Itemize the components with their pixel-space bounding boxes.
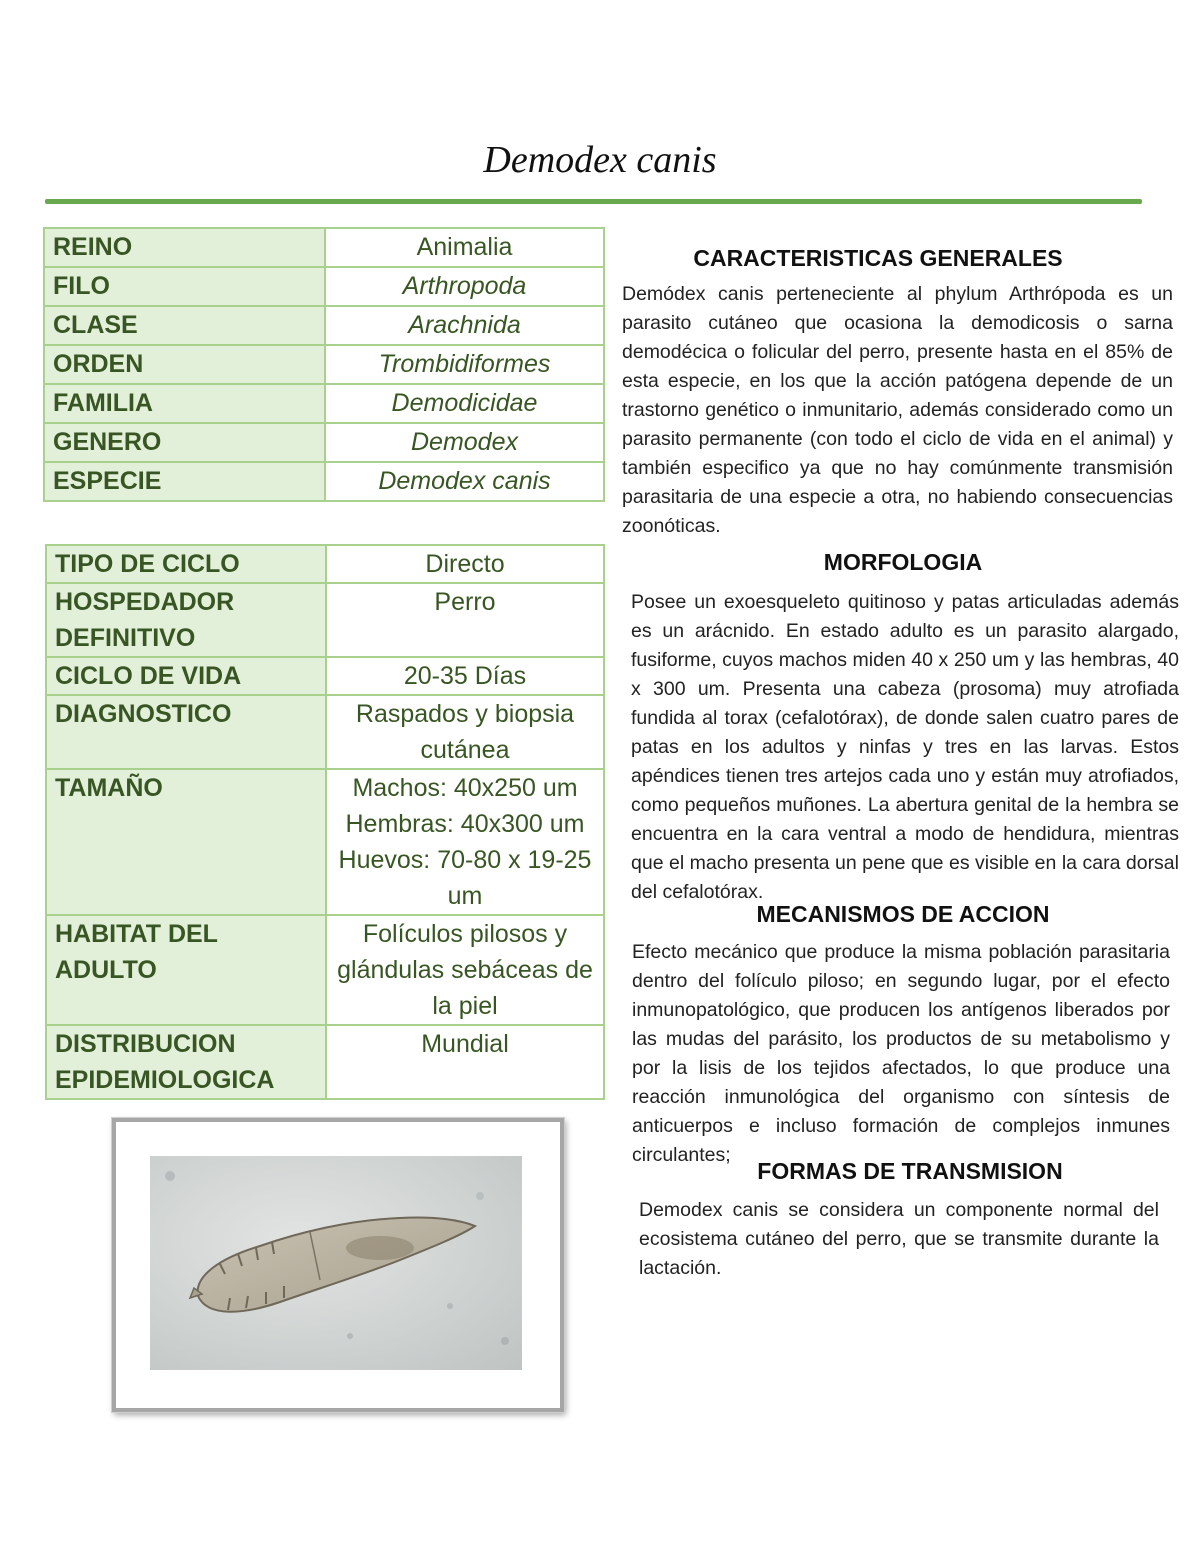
taxonomy-key: ORDEN — [44, 345, 325, 384]
mite-micrograph — [150, 1156, 522, 1370]
biology-key: TAMAÑO — [46, 769, 326, 915]
taxonomy-key: GENERO — [44, 423, 325, 462]
transmision-text: Demodex canis se considera un componente normal del ecosistema cutáneo del perro, que se transmite durante la lactación. — [639, 1199, 1159, 1279]
page-title: Demodex canis — [483, 139, 717, 181]
taxonomy-key: ESPECIE — [44, 462, 325, 501]
demodex-mite-image — [150, 1156, 522, 1370]
title-divider — [45, 199, 1142, 204]
taxonomy-value: Demodex — [325, 423, 604, 462]
biology-key: DIAGNOSTICO — [46, 695, 326, 769]
table-row — [44, 267, 604, 306]
caracteristicas-heading: CARACTERISTICAS GENERALES — [693, 245, 1063, 271]
table-row — [44, 462, 604, 501]
taxonomy-key: CLASE — [44, 306, 325, 345]
table-row — [44, 423, 604, 462]
mecanismos-text: Efecto mecánico que produce la misma población parasitaria dentro del folículo piloso; en segundo lugar, por el efecto inmunopatológico, que producen los antígenos liberados por las mudas del parásito, los productos de su metabolismo y por la lisis de los tejidos afectados, lo que produce una reacción inmunológica del organismo con síntesis de anticuerpos e incluso formación de complejos inmunes circulantes; — [632, 941, 1170, 1166]
table-row — [44, 384, 604, 423]
table-row — [46, 583, 604, 657]
biology-value: Perro — [326, 583, 604, 657]
morfologia-heading: MORFOLOGIA — [823, 549, 983, 575]
table-row — [46, 695, 604, 769]
taxonomy-value: Arachnida — [325, 306, 604, 345]
biology-value: Machos: 40x250 um Hembras: 40x300 um Huevos: 70-80 x 19-25 um — [326, 769, 604, 915]
table-row — [46, 657, 604, 695]
table-row — [44, 228, 604, 267]
morfologia-text: Posee un exoesqueleto quitinoso y patas articuladas además es un arácnido. En estado adulto es un parasito alargado, fusiforme, cuyos machos miden 40 x 250 um y las hembras, 40 x 300 um. Presenta una cabeza (prosoma) muy atrofiada fundida al torax (cefalotórax), de donde salen cuatro pares de patas en los adultos y ninfas y tres en las larvas. Estos apéndices tienen tres artejos cada uno y están muy atrofiados, como pequeños muñones. La abertura genital de la hembra se encuentra en la cara ventral a modo de hendidura, mientras que el macho presenta un pene que es visible en la cara dorsal del cefalotórax. — [631, 591, 1179, 903]
biology-value: Directo — [326, 545, 604, 583]
transmision-heading: FORMAS DE TRANSMISION — [757, 1158, 1063, 1184]
table-row — [46, 1025, 604, 1099]
table-row — [46, 545, 604, 583]
biology-value: 20-35 Días — [326, 657, 604, 695]
mite-photo-frame — [112, 1118, 564, 1412]
biology-key: TIPO DE CICLO — [46, 545, 326, 583]
taxonomy-key: FILO — [44, 267, 325, 306]
biology-table — [45, 544, 605, 1100]
taxonomy-key: REINO — [44, 228, 325, 267]
taxonomy-table — [43, 227, 605, 502]
table-row — [46, 769, 604, 915]
taxonomy-value: Demodicidae — [325, 384, 604, 423]
taxonomy-value: Demodex canis — [325, 462, 604, 501]
taxonomy-key: FAMILIA — [44, 384, 325, 423]
biology-key: DISTRIBUCION EPIDEMIOLOGICA — [46, 1025, 326, 1099]
biology-key: CICLO DE VIDA — [46, 657, 326, 695]
table-row — [44, 345, 604, 384]
taxonomy-value: Trombidiformes — [325, 345, 604, 384]
mecanismos-heading: MECANISMOS DE ACCION — [756, 901, 1050, 927]
biology-value: Raspados y biopsia cutánea — [326, 695, 604, 769]
caracteristicas-text: Demódex canis perteneciente al phylum Arthrópoda es un parasito cutáneo que ocasiona la demodicosis o sarna demodécica o folicular del perro, presente hasta en el 85% de esta especie, en los que la acción patógena depende de un trastorno genético o inmunitario, además considerado como un parasito permanente (con todo el ciclo de vida en el animal) y también especifico ya que no hay comúnmente transmisión parasitaria de una especie a otra, no habiendo consecuencias zoonóticas. — [622, 283, 1173, 537]
table-row — [46, 915, 604, 1025]
biology-key: HOSPEDADOR DEFINITIVO — [46, 583, 326, 657]
biology-key: HABITAT DEL ADULTO — [46, 915, 326, 1025]
table-row — [44, 306, 604, 345]
taxonomy-value: Arthropoda — [325, 267, 604, 306]
taxonomy-value: Animalia — [325, 228, 604, 267]
biology-value: Folículos pilosos y glándulas sebáceas de la piel — [326, 915, 604, 1025]
biology-value: Mundial — [326, 1025, 604, 1099]
